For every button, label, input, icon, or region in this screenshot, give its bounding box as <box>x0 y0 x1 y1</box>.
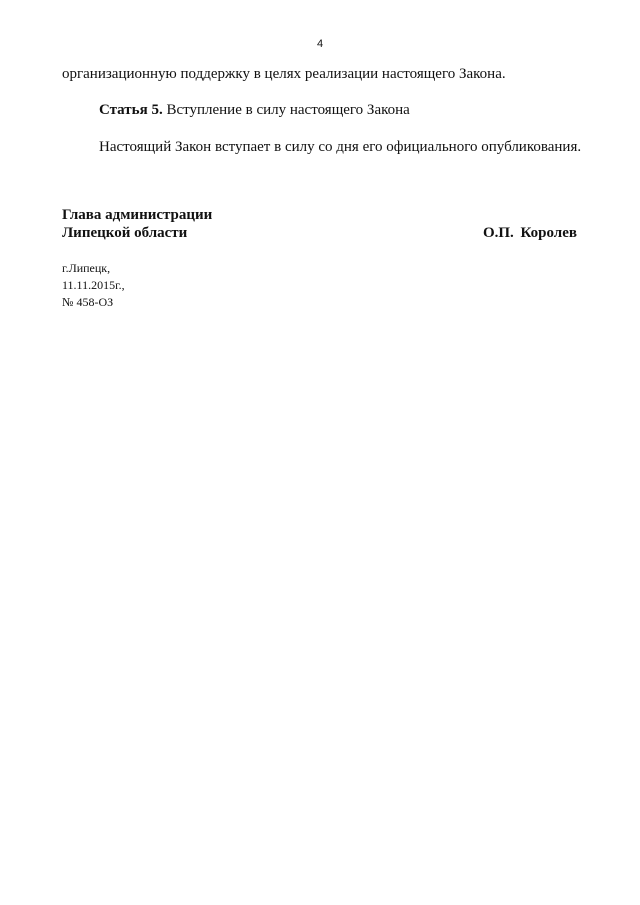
requisites-number: № 458-ОЗ <box>62 295 114 309</box>
article-number: Статья 5. <box>99 102 163 118</box>
article-title: Вступление в силу настоящего Закона <box>166 102 410 118</box>
signatory-position-line-2: Липецкой области <box>62 225 188 241</box>
signatory-position-line-1: Глава администрации <box>62 207 213 223</box>
document-requisites <box>62 260 125 311</box>
signatory-name: О.П. Королев <box>482 225 577 241</box>
signature-block <box>62 206 577 242</box>
signature-position-row-1 <box>62 206 577 224</box>
requisites-date: 11.11.2015г., <box>62 278 125 292</box>
page-number: 4 <box>316 38 324 50</box>
continuation-paragraph: организационную поддержку в целях реализации настоящего Закона. <box>62 66 506 82</box>
article-heading <box>99 102 410 119</box>
signature-position-row-2 <box>62 224 577 242</box>
article-body: Настоящий Закон вступает в силу со дня его официального опубликования. <box>99 139 582 155</box>
requisites-city: г.Липецк, <box>62 261 111 275</box>
